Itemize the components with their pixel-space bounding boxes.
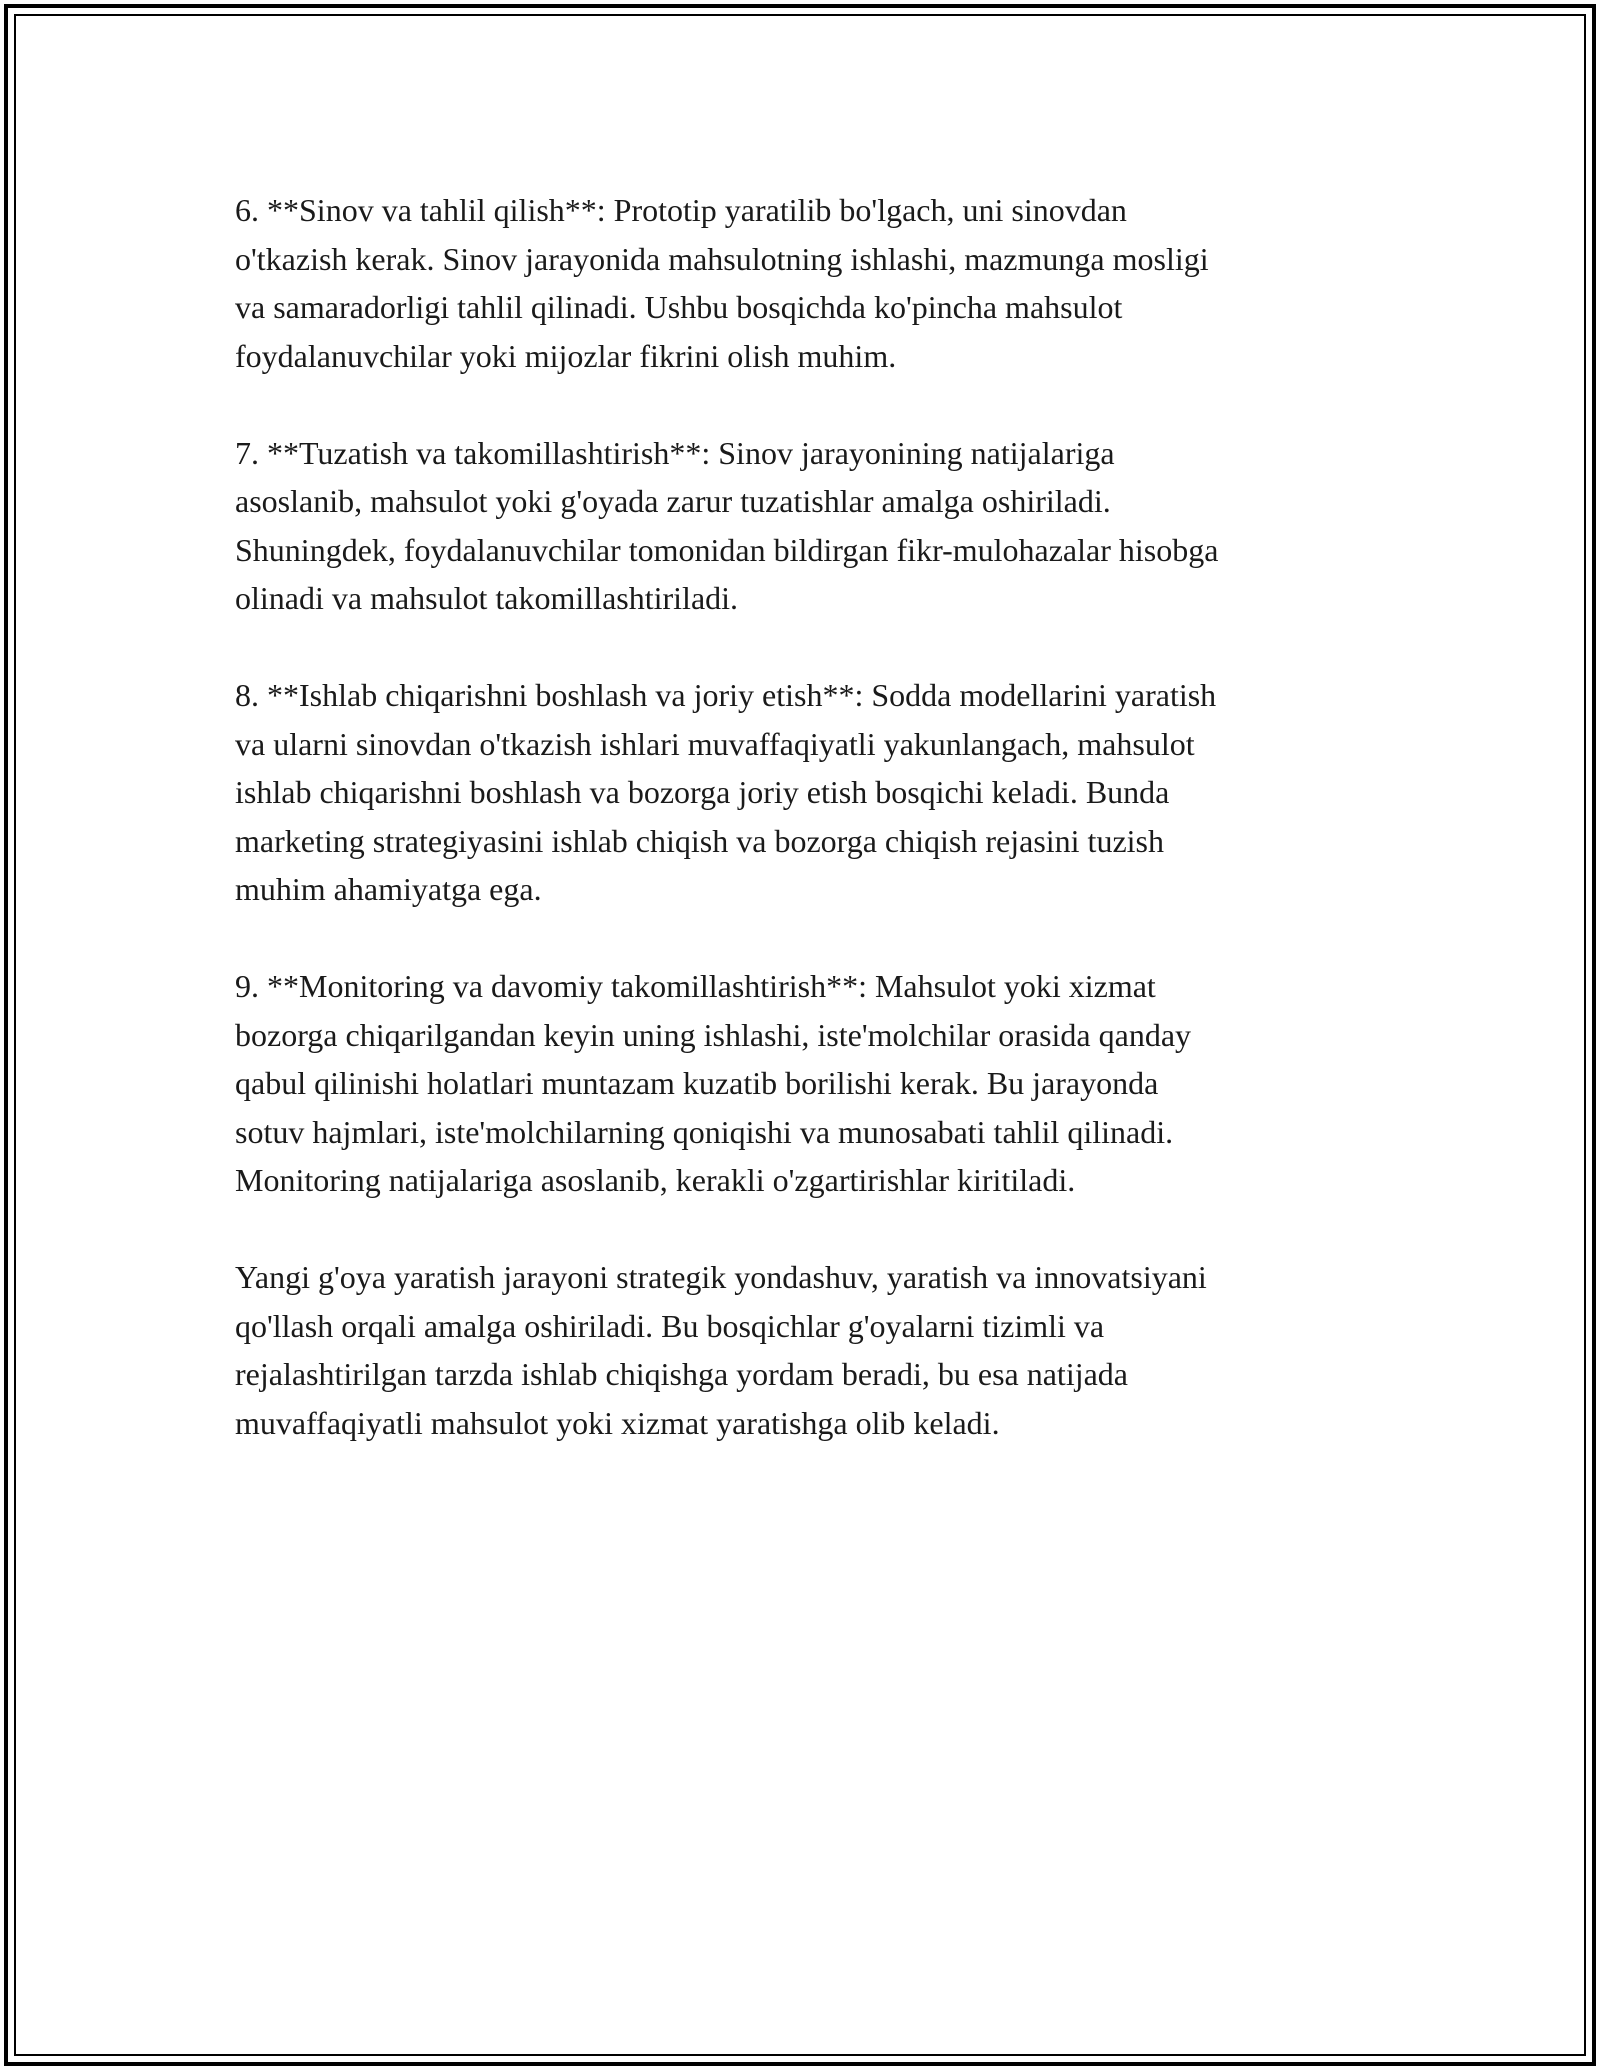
document-body — [235, 186, 1415, 1496]
paragraph-step-7: 7. **Tuzatish va takomillashtirish**: Sinov jarayonining natijalariga asoslanib, mahsulot yoki g'oyada zarur tuzatishlar amalga oshiriladi. Shuningdek, foydalanuvchilar tomonidan bildirgan fikr-mulohazalar hisobga olinadi va mahsulot takomillashtiriladi. — [235, 434, 1219, 616]
paragraph-step-6: 6. **Sinov va tahlil qilish**: Prototip yaratilib bo'lgach, uni sinovdan o'tkazish kerak. Sinov jarayonida mahsulotning ishlashi, mazmunga mosligi va samaradorligi tahlil qilinadi. Ushbu bosqichda ko'pincha mahsulot foydalanuvchilar yoki mijozlar fikrini olish muhim. — [235, 192, 1209, 374]
paragraph-conclusion: Yangi g'oya yaratish jarayoni strategik yondashuv, yaratish va innovatsiyani qo'llash orqali amalga oshiriladi. Bu bosqichlar g'oyalarni tizimli va rejalashtirilgan tarzda ishlab chiqishga yordam beradi, bu esa natijada muvaffaqiyatli mahsulot yoki xizmat yaratishga olib keladi. — [235, 1259, 1207, 1441]
paragraph-step-9: 9. **Monitoring va davomiy takomillashtirish**: Mahsulot yoki xizmat bozorga chiqarilgandan keyin uning ishlashi, iste'molchilar orasida qanday qabul qilinishi holatlari muntazam kuzatib borilishi kerak. Bu jarayonda sotuv hajmlari, iste'molchilarning qoniqishi va munosabati tahlil qilinadi. Monitoring natijalariga asoslanib, kerakli o'zgartirishlar kiritiladi. — [235, 968, 1192, 1198]
paragraph-step-8: 8. **Ishlab chiqarishni boshlash va joriy etish**: Sodda modellarini yaratish va ularni sinovdan o'tkazish ishlari muvaffaqiyatli yakunlangach, mahsulot ishlab chiqarishni boshlash va bozorga joriy etish bosqichi keladi. Bunda marketing strategiyasini ishlab chiqish va bozorga chiqish rejasini tuzish muhim ahamiyatga ega. — [235, 677, 1217, 907]
